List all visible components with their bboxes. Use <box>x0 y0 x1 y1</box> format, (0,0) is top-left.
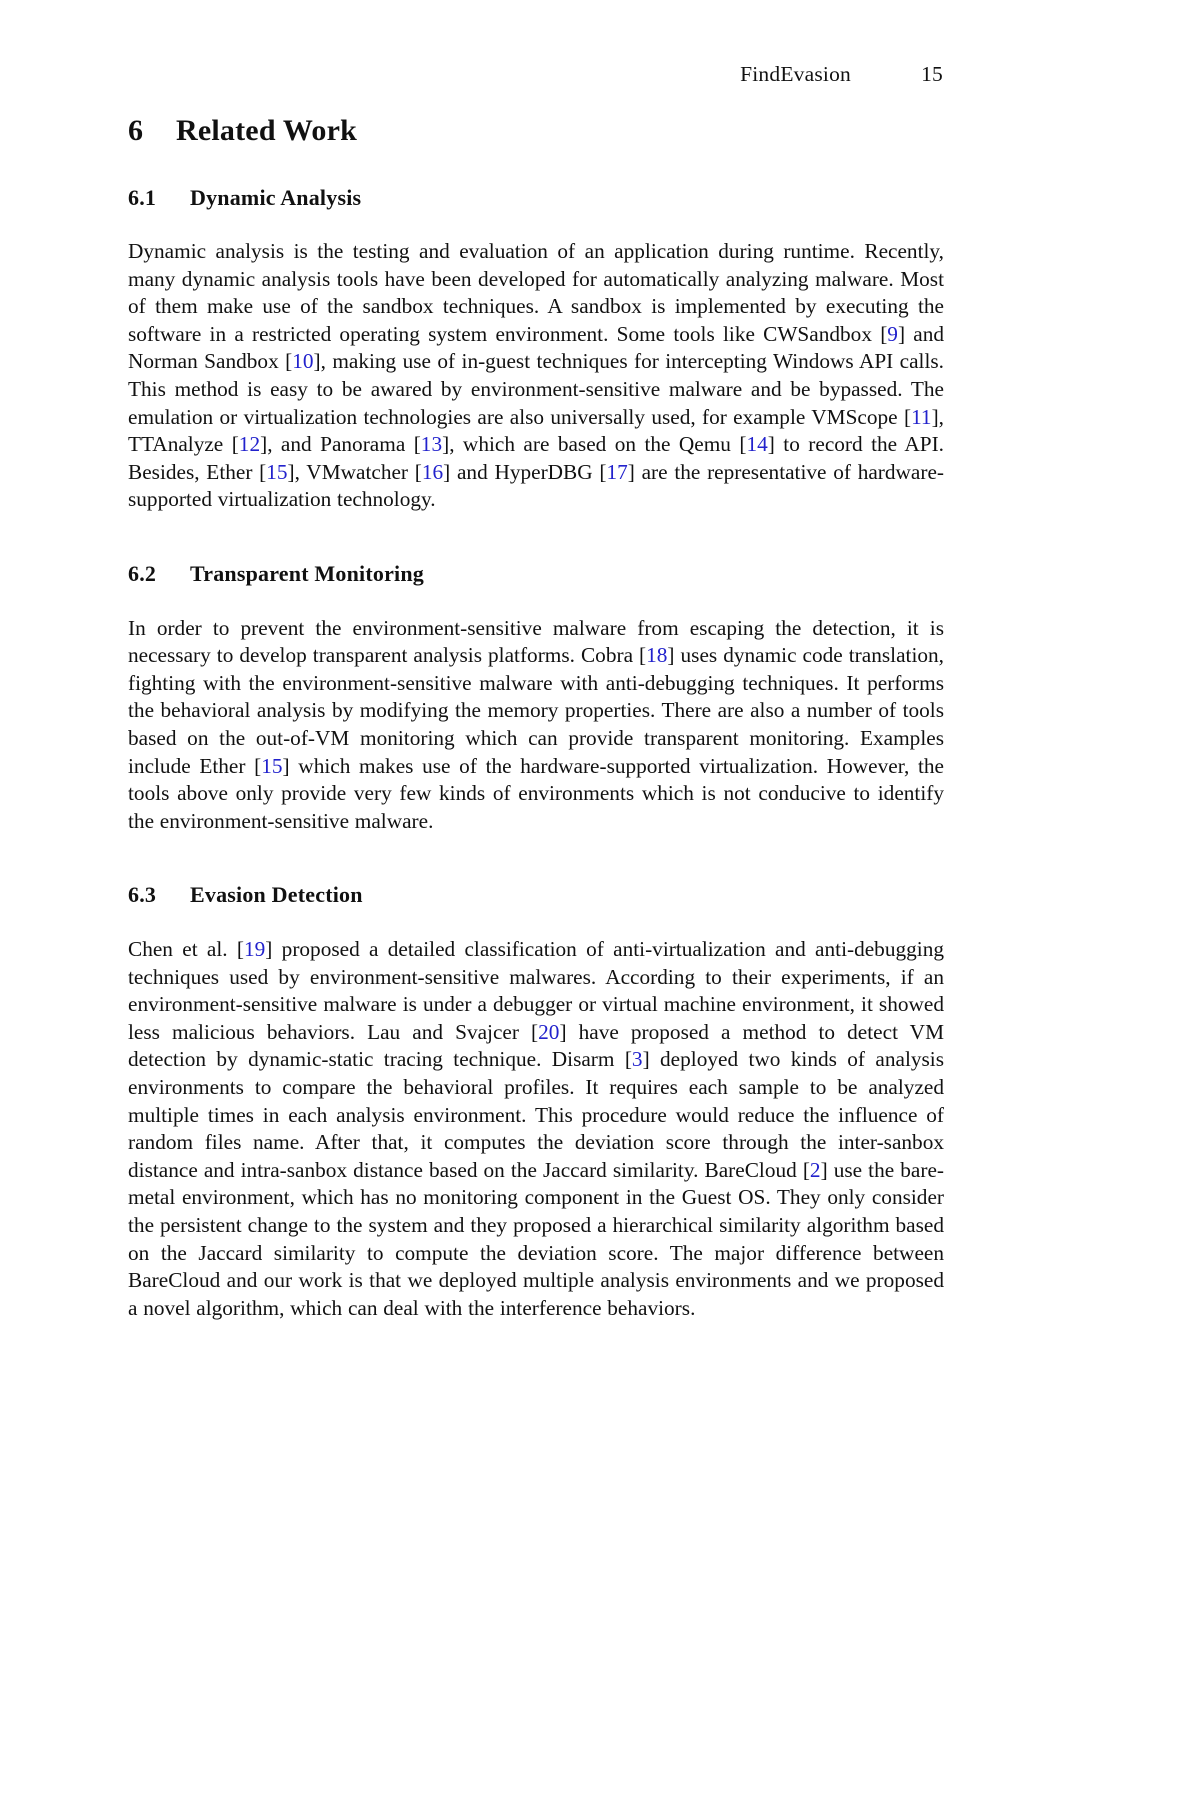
citation-bracket-close: ] <box>667 643 675 668</box>
citation-bracket-close: ] <box>767 432 775 457</box>
subsection-heading-6-3 <box>128 881 944 910</box>
citation-bracket-open: [ <box>624 1047 632 1072</box>
citation-bracket-open: [ <box>285 349 293 374</box>
citation-reference[interactable] <box>531 1020 566 1044</box>
citation-bracket-close: ] <box>313 349 321 374</box>
section-heading <box>128 112 944 150</box>
citation-number[interactable]: 11 <box>911 404 932 429</box>
citation-reference[interactable] <box>285 349 320 373</box>
citation-reference[interactable] <box>904 405 939 429</box>
paragraph-6-3-1: Chen et al. [19] proposed a detailed classification of anti-virtualization and anti-debugging techniques used by environment-sensitive malwares. According to their experiments, if an environment-sensitive malware is under a debugger or virtual machine environment, it showed less malicious behaviors. Lau and Svajcer [20] have proposed a method to detect VM detection by dynamic-static tracing technique. Disarm [3] deployed two kinds of analysis environments to compare the behavioral profiles. It requires each sample to be analyzed multiple times in each analysis environment. This procedure would reduce the influence of random files name. After that, it computes the deviation score through the inter-sanbox distance and intra-sanbox distance based on the Jaccard similarity. BareCloud [2] use the bare-metal environment, which has no monitoring component in the Guest OS. They only consider the persistent change to the system and they proposed a hierarchical similarity algorithm based on the Jaccard similarity to compute the deviation score. The major difference between BareCloud and our work is that we deployed multiple analysis environments and we proposed a novel algorithm, which can deal with the interference behaviors. <box>128 936 945 1320</box>
citation-number[interactable]: 18 <box>646 643 668 668</box>
citation-reference[interactable] <box>237 937 272 961</box>
citation-number[interactable]: 20 <box>538 1019 560 1044</box>
citation-bracket-open: [ <box>880 321 888 346</box>
subsection-title: Dynamic Analysis <box>190 184 362 210</box>
citation-reference[interactable] <box>254 754 289 778</box>
citation-bracket-open: [ <box>254 753 262 778</box>
citation-number[interactable]: 19 <box>243 936 266 961</box>
citation-bracket-close: ] <box>559 1019 567 1044</box>
citation-bracket-close: ] <box>260 432 268 457</box>
spacer <box>128 835 944 881</box>
citation-bracket-open: [ <box>259 459 267 484</box>
citation-number[interactable]: 13 <box>420 432 443 457</box>
citation-reference[interactable] <box>259 460 294 484</box>
citation-bracket-open: [ <box>531 1019 539 1044</box>
citation-number[interactable]: 17 <box>606 459 628 484</box>
citation-number[interactable]: 12 <box>238 432 261 457</box>
subsection-heading-6-1 <box>128 184 944 213</box>
citation-reference[interactable] <box>599 460 634 484</box>
citation-bracket-close: ] <box>820 1157 828 1182</box>
section-number: 6 <box>128 114 144 147</box>
spacer <box>128 910 944 936</box>
citation-number[interactable]: 15 <box>266 459 288 484</box>
citation-reference[interactable] <box>803 1158 828 1182</box>
citation-number[interactable]: 9 <box>887 321 898 346</box>
citation-bracket-open: [ <box>639 643 647 668</box>
citation-bracket-close: ] <box>931 404 939 429</box>
citation-reference[interactable] <box>625 1047 650 1071</box>
subsection-heading-6-2 <box>128 560 944 589</box>
running-head-title: FindEvasion <box>740 62 851 86</box>
paragraph-6-1-1: Dynamic analysis is the testing and evaluation of an application during runtime. Recently, many dynamic analysis tools have been developed for automatically analyzing malware. Most of them make use of the sandbox techniques. A sandbox is implemented by executing the software in a restricted operating system environment. Some tools like CWSandbox [9] and Norman Sandbox [10], making use of in-guest techniques for intercepting Windows API calls. This method is easy to be awared by environment-sensitive malware and be bypassed. The emulation or virtualization technologies are also universally used, for example VMScope [11], TTAnalyze [12], and Panorama [13], which are based on the Qemu [14] to record the API. Besides, Ether [15], VMwatcher [16] and HyperDBG [17] are the representative of hardware-supported virtualization technology. <box>128 239 945 512</box>
subsection-title: Transparent Monitoring <box>190 561 424 587</box>
citation-number[interactable]: 3 <box>631 1047 643 1072</box>
citation-reference[interactable] <box>880 322 905 346</box>
citation-bracket-open: [ <box>231 432 239 457</box>
citation-bracket-open: [ <box>413 432 421 457</box>
citation-bracket-close: ] <box>287 459 295 484</box>
citation-bracket-close: ] <box>443 459 451 484</box>
spacer <box>128 589 944 615</box>
page-content <box>128 112 944 1322</box>
spacer <box>128 212 944 238</box>
citation-bracket-open: [ <box>414 459 422 484</box>
citation-bracket-close: ] <box>642 1047 650 1072</box>
running-head <box>128 62 943 87</box>
subsection-number: 6.3 <box>128 882 157 908</box>
citation-number[interactable]: 15 <box>261 753 283 778</box>
citation-bracket-open: [ <box>903 404 912 429</box>
section-title: Related Work <box>176 114 358 147</box>
citation-bracket-close: ] <box>897 321 906 346</box>
citation-number[interactable]: 16 <box>421 459 444 484</box>
spacer <box>128 514 944 560</box>
citation-number[interactable]: 10 <box>292 349 314 374</box>
subsection-number: 6.1 <box>128 184 157 210</box>
citation-bracket-close: ] <box>442 432 450 457</box>
citation-bracket-open: [ <box>236 936 244 961</box>
citation-bracket-close: ] <box>627 459 635 484</box>
subsection-number: 6.2 <box>128 561 157 587</box>
citation-bracket-open: [ <box>599 459 607 484</box>
citation-bracket-close: ] <box>265 936 273 961</box>
citation-reference[interactable] <box>739 432 774 456</box>
citation-bracket-open: [ <box>739 432 747 457</box>
citation-reference[interactable] <box>415 460 450 484</box>
citation-reference[interactable] <box>414 432 449 456</box>
subsection-title: Evasion Detection <box>190 882 363 908</box>
citation-number[interactable]: 2 <box>809 1157 821 1182</box>
citation-number[interactable]: 14 <box>746 432 768 457</box>
spacer <box>128 150 944 184</box>
page-number: 15 <box>921 62 943 86</box>
citation-bracket-open: [ <box>802 1157 810 1182</box>
citation-bracket-close: ] <box>282 753 290 778</box>
citation-reference[interactable] <box>232 432 267 456</box>
paragraph-6-2-1: In order to prevent the environment-sensitive malware from escaping the detection, it is necessary to develop transparent analysis platforms. Cobra [18] uses dynamic code translation, fighting with the environment-sensitive malware with anti-debugging techniques. It performs the behavioral analysis by modifying the memory properties. There are also a number of tools based on the out-of-VM monitoring which can provide transparent monitoring. Examples include Ether [15] which makes use of the hardware-supported virtualization. However, the tools above only provide very few kinds of environments which is not conducive to identify the environment-sensitive malware. <box>128 615 944 833</box>
citation-reference[interactable] <box>639 643 674 667</box>
